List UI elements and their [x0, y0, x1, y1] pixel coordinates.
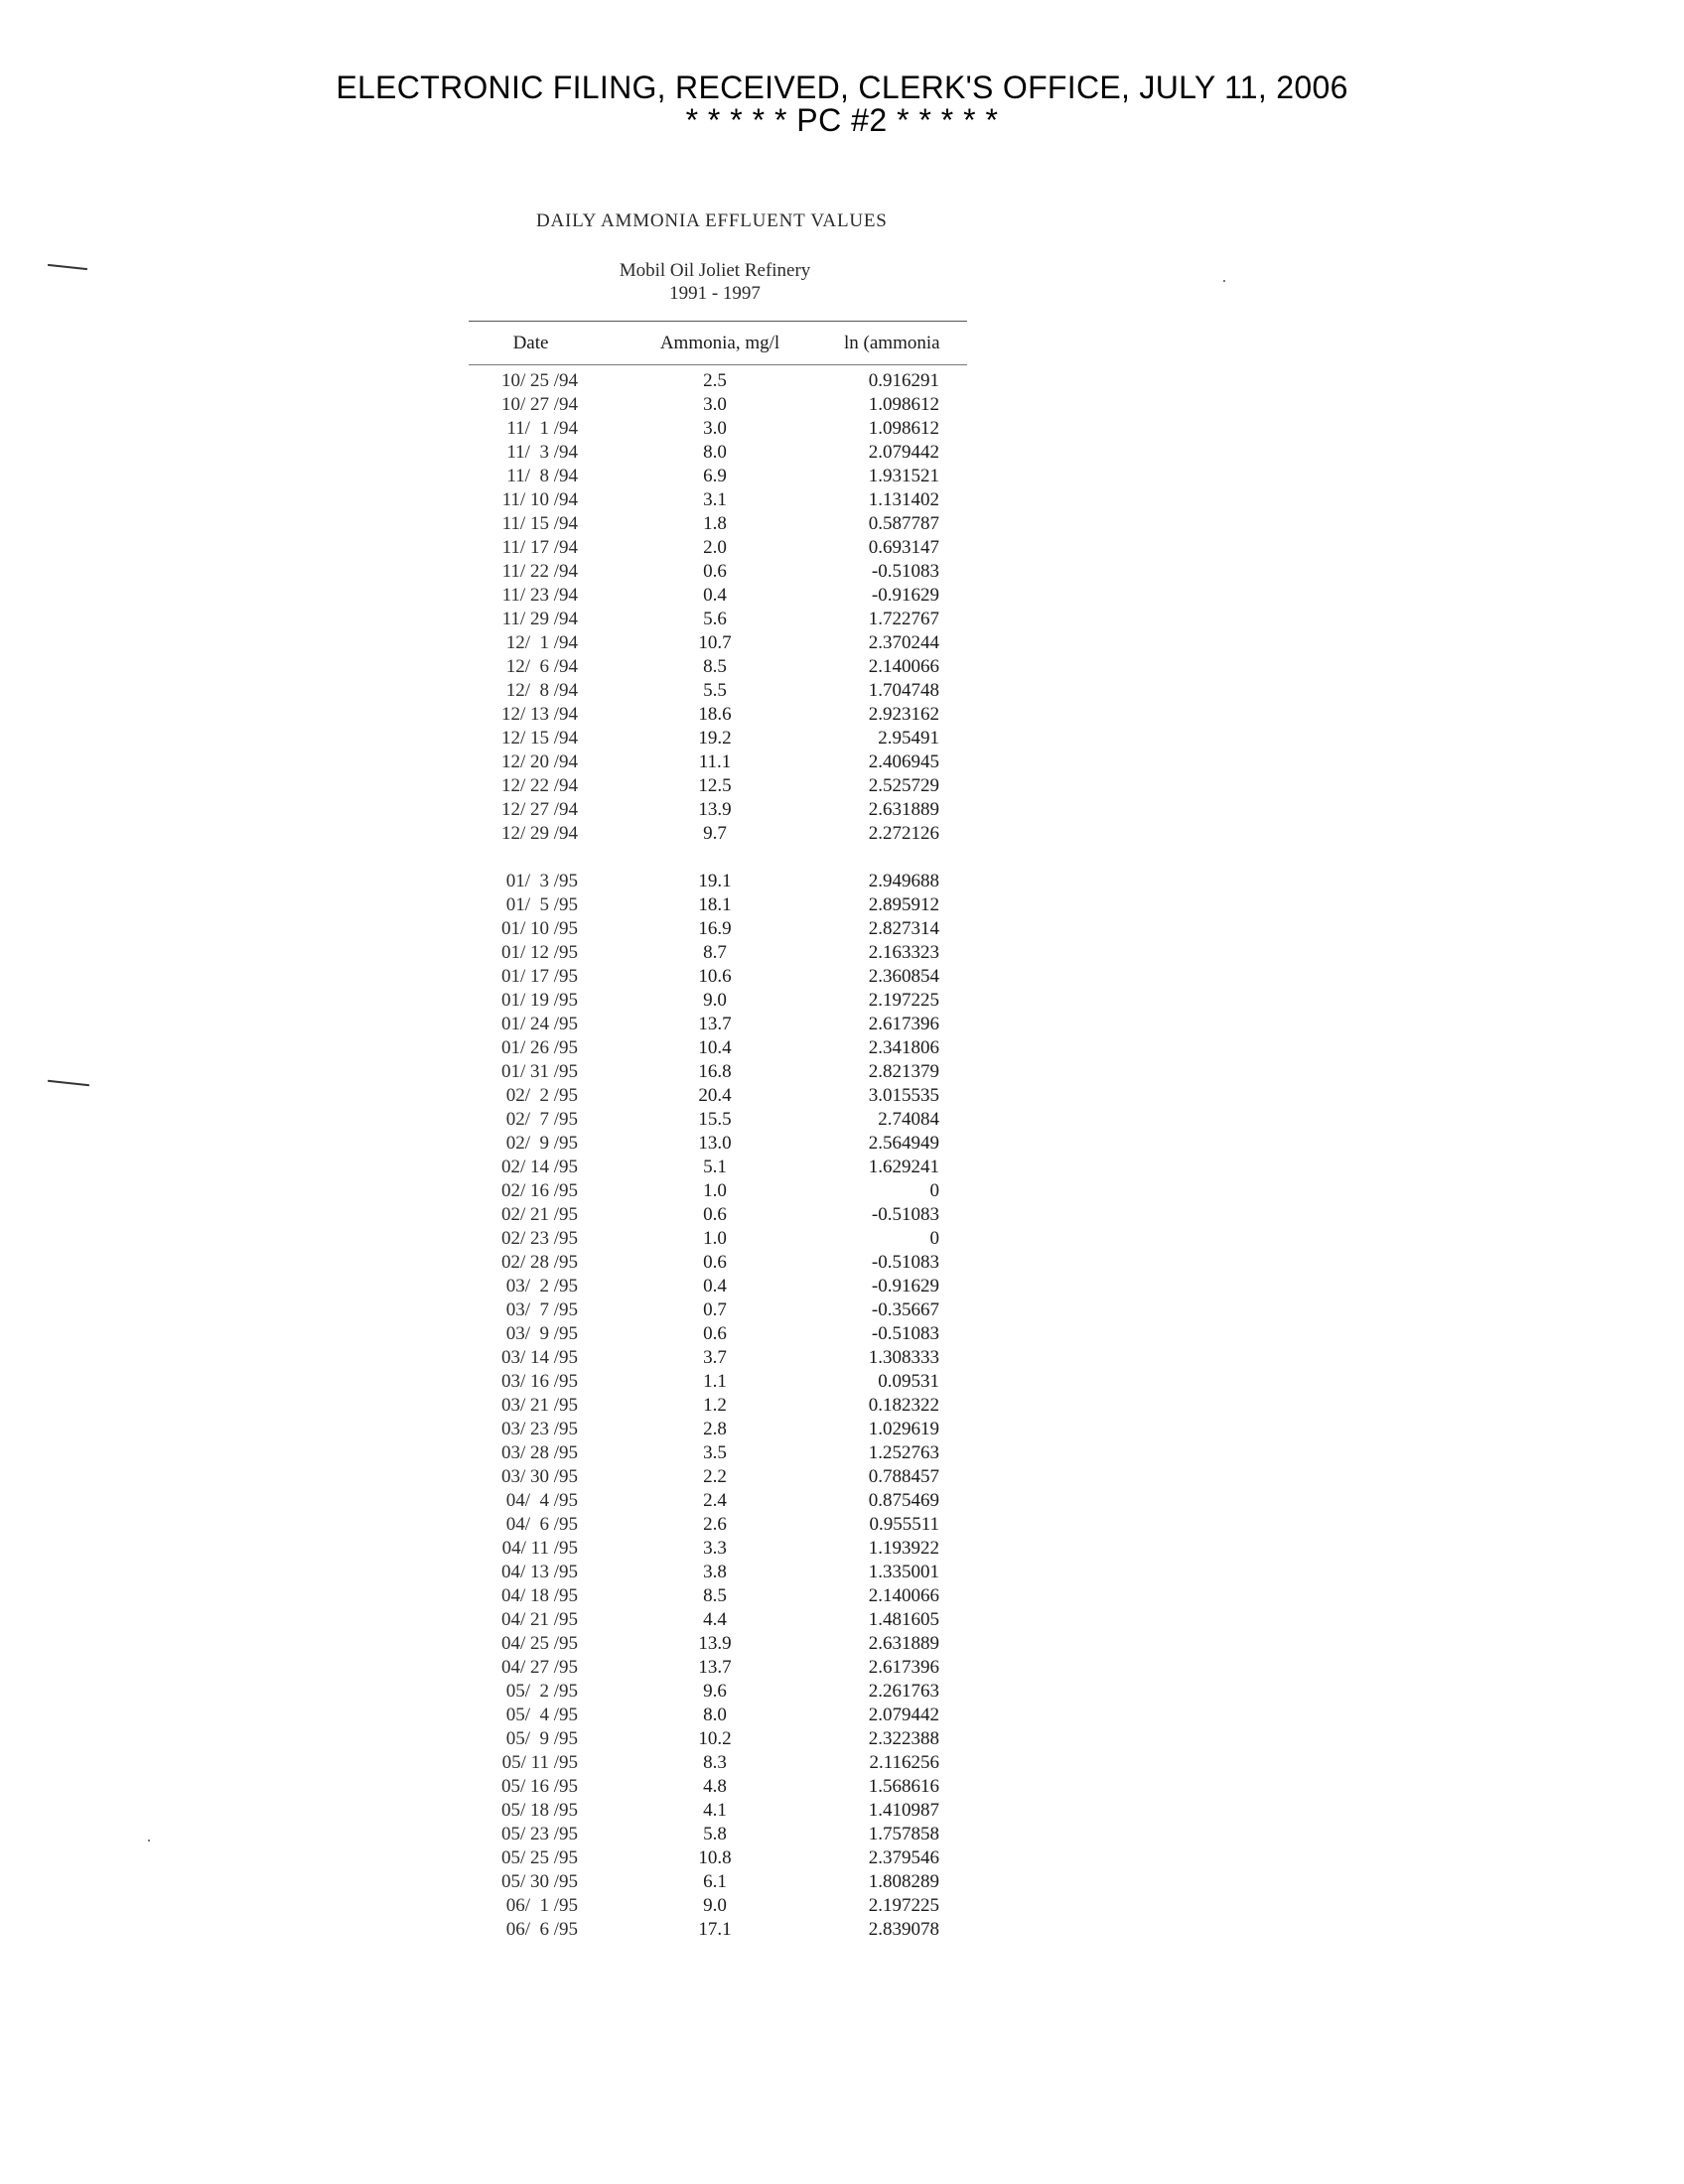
ln-ammonia-cell: 0.182322 [868, 1395, 939, 1416]
table-row [0, 1846, 1684, 1870]
table-row [0, 1489, 1684, 1513]
ln-ammonia-cell: 1.410987 [868, 1800, 939, 1821]
ln-ammonia-cell: 2.370244 [868, 632, 939, 653]
ammonia-cell: 5.8 [703, 1824, 727, 1844]
date-cell: 05/ 30 /95 [500, 1871, 578, 1892]
table-row [0, 1441, 1684, 1465]
table-row [0, 1656, 1684, 1680]
ln-ammonia-cell: 0 [929, 1180, 939, 1201]
pc-number-stamp: * * * * * PC #2 * * * * * [685, 102, 999, 138]
date-cell: 04/ 13 /95 [500, 1562, 578, 1582]
ammonia-cell: 16.9 [698, 918, 732, 939]
data-table-body [0, 369, 1684, 1942]
table-row [0, 1418, 1684, 1441]
ammonia-cell: 18.6 [698, 704, 732, 725]
date-cell: 02/ 9 /95 [505, 1133, 578, 1154]
ammonia-cell: 2.4 [703, 1490, 727, 1511]
ammonia-cell: 4.4 [703, 1609, 727, 1630]
table-row [0, 1680, 1684, 1704]
ln-ammonia-cell: 0.693147 [868, 537, 939, 558]
ln-ammonia-cell: 1.308333 [868, 1347, 939, 1368]
table-row [0, 941, 1684, 965]
ln-ammonia-cell: 1.808289 [868, 1871, 939, 1892]
ammonia-cell: 3.0 [703, 418, 727, 439]
date-cell: 01/ 19 /95 [500, 990, 578, 1011]
date-cell: 06/ 6 /95 [505, 1919, 578, 1940]
date-cell: 11/ 23 /94 [501, 585, 578, 606]
ammonia-cell: 5.6 [703, 609, 727, 629]
date-cell: 12/ 15 /94 [500, 728, 578, 749]
ammonia-cell: 8.7 [703, 942, 727, 963]
ln-ammonia-cell: 1.252763 [868, 1442, 939, 1463]
ammonia-cell: 2.6 [703, 1514, 727, 1535]
ammonia-cell: 2.5 [703, 370, 727, 391]
date-cell: 04/ 18 /95 [500, 1585, 578, 1606]
ln-ammonia-cell: 1.757858 [868, 1824, 939, 1844]
table-row [0, 417, 1684, 441]
ammonia-cell: 13.9 [698, 799, 732, 820]
ammonia-cell: 8.5 [703, 656, 727, 677]
date-cell: 11/ 15 /94 [501, 513, 578, 534]
date-cell: 03/ 23 /95 [500, 1419, 578, 1439]
date-cell: 03/ 2 /95 [505, 1276, 578, 1297]
table-row [0, 1394, 1684, 1418]
date-cell: 12/ 27 /94 [500, 799, 578, 820]
date-cell: 02/ 28 /95 [500, 1252, 578, 1273]
ln-ammonia-cell: 2.923162 [868, 704, 939, 725]
ln-ammonia-cell: 2.140066 [868, 656, 939, 677]
ammonia-cell: 1.1 [703, 1371, 727, 1392]
ammonia-cell: 10.7 [698, 632, 732, 653]
ammonia-cell: 3.1 [703, 489, 727, 510]
table-row [0, 822, 1684, 846]
table-row [0, 1584, 1684, 1608]
date-cell: 04/ 6 /95 [505, 1514, 578, 1535]
ln-ammonia-cell: 2.617396 [868, 1014, 939, 1034]
date-cell: 04/ 4 /95 [505, 1490, 578, 1511]
date-cell: 01/ 26 /95 [500, 1037, 578, 1058]
ln-ammonia-cell: 0.587787 [868, 513, 939, 534]
ln-ammonia-cell: 2.406945 [868, 751, 939, 772]
column-header-date: Date [512, 333, 549, 353]
ln-ammonia-cell: 2.197225 [868, 990, 939, 1011]
ammonia-cell: 0.6 [703, 1252, 727, 1273]
table-row [0, 1156, 1684, 1179]
table-row [0, 488, 1684, 512]
ammonia-cell: 9.0 [703, 1895, 727, 1916]
date-cell: 05/ 23 /95 [500, 1824, 578, 1844]
ln-ammonia-cell: -0.51083 [871, 561, 939, 582]
ln-ammonia-cell: 2.895912 [868, 894, 939, 915]
ammonia-cell: 13.9 [698, 1633, 732, 1654]
date-cell: 12/ 20 /94 [500, 751, 578, 772]
table-row [0, 870, 1684, 893]
date-cell: 03/ 7 /95 [505, 1299, 578, 1320]
table-header-rule [469, 364, 967, 365]
ammonia-cell: 16.8 [698, 1061, 732, 1082]
table-row [0, 655, 1684, 679]
table-row [0, 1537, 1684, 1561]
date-cell: 02/ 7 /95 [505, 1109, 578, 1130]
ammonia-cell: 15.5 [698, 1109, 732, 1130]
table-row [0, 1870, 1684, 1894]
table-row [0, 703, 1684, 727]
table-row [0, 679, 1684, 703]
table-row [0, 1632, 1684, 1656]
table-row [0, 512, 1684, 536]
table-row [0, 1751, 1684, 1775]
date-cell: 02/ 14 /95 [500, 1157, 578, 1177]
ln-ammonia-cell: 2.95491 [878, 728, 939, 749]
ln-ammonia-cell: 1.931521 [868, 466, 939, 486]
date-cell: 12/ 6 /94 [505, 656, 578, 677]
scan-mark [48, 264, 87, 270]
date-cell: 05/ 25 /95 [500, 1847, 578, 1868]
table-row [0, 1608, 1684, 1632]
ln-ammonia-cell: 2.827314 [868, 918, 939, 939]
date-cell: 11/ 22 /94 [501, 561, 578, 582]
date-cell: 02/ 21 /95 [500, 1204, 578, 1225]
table-row [0, 1322, 1684, 1346]
filing-stamp-line: ELECTRONIC FILING, RECEIVED, CLERK'S OFFICE, JULY 11, 2006 [336, 69, 1348, 105]
table-row [0, 893, 1684, 917]
table-top-rule [469, 321, 967, 322]
ln-ammonia-cell: 0.09531 [878, 1371, 939, 1392]
date-cell: 12/ 1 /94 [505, 632, 578, 653]
date-cell: 12/ 29 /94 [500, 823, 578, 844]
date-cell: 03/ 14 /95 [500, 1347, 578, 1368]
table-row [0, 1179, 1684, 1203]
table-row [0, 1727, 1684, 1751]
table-row [0, 774, 1684, 798]
date-cell: 05/ 11 /95 [501, 1752, 578, 1773]
date-cell: 02/ 2 /95 [505, 1085, 578, 1106]
ln-ammonia-cell: 1.568616 [868, 1776, 939, 1797]
ln-ammonia-cell: 2.140066 [868, 1585, 939, 1606]
ammonia-cell: 17.1 [698, 1919, 732, 1940]
table-row [0, 798, 1684, 822]
ln-ammonia-cell: 2.631889 [868, 1633, 939, 1654]
ammonia-cell: 0.7 [703, 1299, 727, 1320]
ln-ammonia-cell: 1.335001 [868, 1562, 939, 1582]
date-cell: 05/ 9 /95 [505, 1728, 578, 1749]
table-row [0, 1298, 1684, 1322]
ln-ammonia-cell: 1.722767 [868, 609, 939, 629]
date-cell: 05/ 2 /95 [505, 1681, 578, 1702]
ammonia-cell: 0.6 [703, 561, 727, 582]
ln-ammonia-cell: 2.341806 [868, 1037, 939, 1058]
ammonia-cell: 8.5 [703, 1585, 727, 1606]
date-cell: 01/ 3 /95 [505, 871, 578, 891]
date-cell: 10/ 25 /94 [500, 370, 578, 391]
table-row [0, 1704, 1684, 1727]
table-row [0, 536, 1684, 560]
ln-ammonia-cell: 1.481605 [868, 1609, 939, 1630]
date-cell: 01/ 24 /95 [500, 1014, 578, 1034]
date-cell: 11/ 3 /94 [506, 442, 578, 463]
date-cell: 06/ 1 /95 [505, 1895, 578, 1916]
ammonia-cell: 10.4 [698, 1037, 732, 1058]
table-row [0, 441, 1684, 465]
table-row [0, 917, 1684, 941]
date-cell: 01/ 17 /95 [500, 966, 578, 987]
ammonia-cell: 1.2 [703, 1395, 727, 1416]
table-row [0, 1894, 1684, 1918]
ln-ammonia-cell: 0.916291 [868, 370, 939, 391]
ln-ammonia-cell: 1.098612 [868, 394, 939, 415]
ammonia-cell: 4.1 [703, 1800, 727, 1821]
ln-ammonia-cell: 2.379546 [868, 1847, 939, 1868]
ln-ammonia-cell: 2.631889 [868, 799, 939, 820]
ammonia-cell: 13.7 [698, 1014, 732, 1034]
ln-ammonia-cell: 3.015535 [868, 1085, 939, 1106]
ln-ammonia-cell: 1.193922 [868, 1538, 939, 1559]
ammonia-cell: 0.6 [703, 1323, 727, 1344]
ammonia-cell: 12.5 [698, 775, 732, 796]
ammonia-cell: 0.6 [703, 1204, 727, 1225]
ammonia-cell: 6.9 [703, 466, 727, 486]
ammonia-cell: 19.2 [698, 728, 732, 749]
date-cell: 11/ 17 /94 [501, 537, 578, 558]
table-row [0, 393, 1684, 417]
table-row [0, 1108, 1684, 1132]
ln-ammonia-cell: 2.360854 [868, 966, 939, 987]
ln-ammonia-cell: 2.322388 [868, 1728, 939, 1749]
ammonia-cell: 10.6 [698, 966, 732, 987]
table-row [0, 1346, 1684, 1370]
date-cell: 11/ 8 /94 [506, 466, 578, 486]
ammonia-cell: 3.8 [703, 1562, 727, 1582]
ammonia-cell: 0.4 [703, 585, 727, 606]
ln-ammonia-cell: -0.51083 [871, 1204, 939, 1225]
date-cell: 05/ 16 /95 [500, 1776, 578, 1797]
ammonia-cell: 3.5 [703, 1442, 727, 1463]
date-cell: 01/ 31 /95 [500, 1061, 578, 1082]
ln-ammonia-cell: 1.629241 [868, 1157, 939, 1177]
table-row [0, 631, 1684, 655]
ammonia-cell: 4.8 [703, 1776, 727, 1797]
date-cell: 05/ 4 /95 [505, 1705, 578, 1725]
ln-ammonia-cell: -0.51083 [871, 1252, 939, 1273]
ammonia-cell: 8.0 [703, 1705, 727, 1725]
date-cell: 03/ 21 /95 [500, 1395, 578, 1416]
ammonia-cell: 0.4 [703, 1276, 727, 1297]
date-cell: 11/ 10 /94 [501, 489, 578, 510]
table-row [0, 1775, 1684, 1799]
scan-speck [1223, 280, 1225, 282]
column-header-ammonia: Ammonia, mg/l [659, 333, 780, 353]
ammonia-cell: 8.3 [703, 1752, 727, 1773]
table-row [0, 1251, 1684, 1275]
ammonia-cell: 13.0 [698, 1133, 732, 1154]
table-row [0, 1275, 1684, 1298]
ln-ammonia-cell: 2.079442 [868, 442, 939, 463]
ammonia-cell: 3.3 [703, 1538, 727, 1559]
ln-ammonia-cell: -0.51083 [871, 1323, 939, 1344]
ammonia-cell: 9.0 [703, 990, 727, 1011]
ammonia-cell: 20.4 [698, 1085, 732, 1106]
date-cell: 12/ 13 /94 [500, 704, 578, 725]
ln-ammonia-cell: 2.116256 [869, 1752, 939, 1773]
ammonia-cell: 19.1 [698, 871, 732, 891]
table-row [0, 608, 1684, 631]
ammonia-cell: 5.1 [703, 1157, 727, 1177]
ammonia-cell: 18.1 [698, 894, 732, 915]
document-subtitle: Mobil Oil Joliet Refinery [619, 260, 811, 281]
ln-ammonia-cell: 0.788457 [868, 1466, 939, 1487]
table-row [0, 1013, 1684, 1036]
ln-ammonia-cell: -0.35667 [871, 1299, 939, 1320]
ammonia-cell: 10.2 [698, 1728, 732, 1749]
ammonia-cell: 3.7 [703, 1347, 727, 1368]
ln-ammonia-cell: 2.74084 [878, 1109, 939, 1130]
date-cell: 01/ 12 /95 [500, 942, 578, 963]
table-row [0, 1036, 1684, 1060]
document-date-range: 1991 - 1997 [669, 283, 761, 304]
ln-ammonia-cell: 2.949688 [868, 871, 939, 891]
table-row [0, 369, 1684, 393]
ammonia-cell: 11.1 [698, 751, 732, 772]
ln-ammonia-cell: 0.955511 [869, 1514, 939, 1535]
ammonia-cell: 9.6 [703, 1681, 727, 1702]
ln-ammonia-cell: 2.839078 [868, 1919, 939, 1940]
date-cell: 03/ 30 /95 [500, 1466, 578, 1487]
ammonia-cell: 2.2 [703, 1466, 727, 1487]
table-row [0, 965, 1684, 989]
ammonia-cell: 6.1 [703, 1871, 727, 1892]
table-row [0, 1203, 1684, 1227]
table-row [0, 989, 1684, 1013]
ln-ammonia-cell: -0.91629 [871, 1276, 939, 1297]
ammonia-cell: 1.0 [703, 1180, 727, 1201]
table-row [0, 1084, 1684, 1108]
ammonia-cell: 5.5 [703, 680, 727, 701]
ln-ammonia-cell: -0.91629 [871, 585, 939, 606]
ln-ammonia-cell: 2.079442 [868, 1705, 939, 1725]
date-cell: 03/ 16 /95 [500, 1371, 578, 1392]
ln-ammonia-cell: 1.098612 [868, 418, 939, 439]
table-row [0, 751, 1684, 774]
table-row [0, 1060, 1684, 1084]
ammonia-cell: 2.0 [703, 537, 727, 558]
ln-ammonia-cell: 2.525729 [868, 775, 939, 796]
ammonia-cell: 1.8 [703, 513, 727, 534]
ammonia-cell: 13.7 [698, 1657, 732, 1678]
date-cell: 04/ 27 /95 [500, 1657, 578, 1678]
ammonia-cell: 3.0 [703, 394, 727, 415]
date-cell: 04/ 11 /95 [501, 1538, 578, 1559]
ammonia-cell: 1.0 [703, 1228, 727, 1249]
table-row [0, 1823, 1684, 1846]
ln-ammonia-cell: 1.131402 [868, 489, 939, 510]
table-row [0, 560, 1684, 584]
table-row [0, 727, 1684, 751]
ln-ammonia-cell: 2.197225 [868, 1895, 939, 1916]
table-row [0, 1465, 1684, 1489]
table-row [0, 1132, 1684, 1156]
ln-ammonia-cell: 2.617396 [868, 1657, 939, 1678]
table-row [0, 1799, 1684, 1823]
ammonia-cell: 2.8 [703, 1419, 727, 1439]
table-row [0, 1370, 1684, 1394]
document-title: DAILY AMMONIA EFFLUENT VALUES [536, 210, 888, 231]
date-cell: 02/ 16 /95 [500, 1180, 578, 1201]
date-cell: 04/ 25 /95 [500, 1633, 578, 1654]
date-cell: 03/ 28 /95 [500, 1442, 578, 1463]
table-row [0, 1227, 1684, 1251]
date-cell: 05/ 18 /95 [500, 1800, 578, 1821]
ln-ammonia-cell: 0.875469 [868, 1490, 939, 1511]
ln-ammonia-cell: 2.564949 [868, 1133, 939, 1154]
date-cell: 01/ 10 /95 [500, 918, 578, 939]
date-cell: 03/ 9 /95 [505, 1323, 578, 1344]
ln-ammonia-cell: 2.261763 [868, 1681, 939, 1702]
date-cell: 10/ 27 /94 [500, 394, 578, 415]
date-cell: 01/ 5 /95 [505, 894, 578, 915]
date-cell: 12/ 22 /94 [500, 775, 578, 796]
date-cell: 04/ 21 /95 [500, 1609, 578, 1630]
ln-ammonia-cell: 2.272126 [868, 823, 939, 844]
ln-ammonia-cell: 1.704748 [868, 680, 939, 701]
table-row [0, 1513, 1684, 1537]
table-row [0, 584, 1684, 608]
date-cell: 12/ 8 /94 [505, 680, 578, 701]
ln-ammonia-cell: 2.163323 [868, 942, 939, 963]
table-row [0, 465, 1684, 488]
ammonia-cell: 10.8 [698, 1847, 732, 1868]
table-row [0, 1561, 1684, 1584]
ammonia-cell: 9.7 [703, 823, 727, 844]
date-cell: 11/ 1 /94 [506, 418, 578, 439]
ammonia-cell: 8.0 [703, 442, 727, 463]
date-cell: 11/ 29 /94 [501, 609, 578, 629]
column-header-ln-ammonia: ln (ammonia [844, 333, 940, 353]
ln-ammonia-cell: 1.029619 [868, 1419, 939, 1439]
date-cell: 02/ 23 /95 [500, 1228, 578, 1249]
table-row [0, 1918, 1684, 1942]
ln-ammonia-cell: 2.821379 [868, 1061, 939, 1082]
ln-ammonia-cell: 0 [929, 1228, 939, 1249]
